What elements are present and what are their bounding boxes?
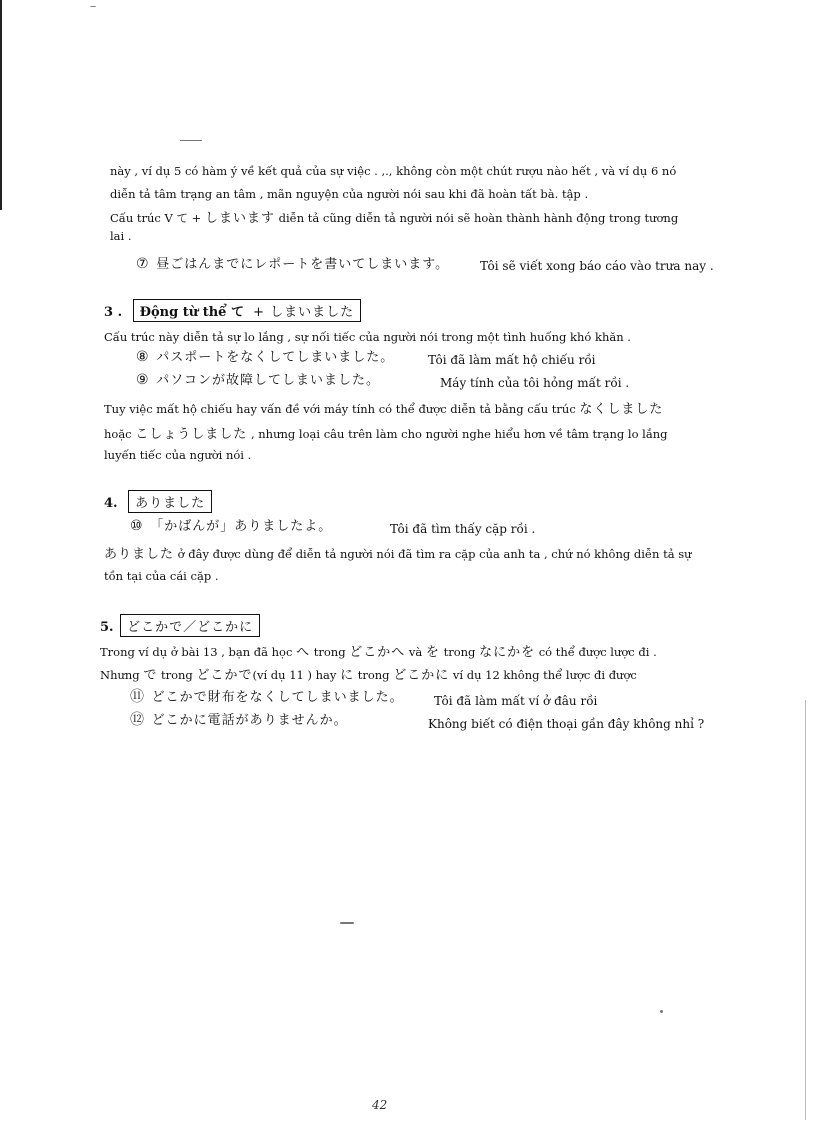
- example-10-translation: Tôi đã tìm thấy cặp rồi .: [390, 522, 536, 536]
- scan-mark: [180, 140, 202, 141]
- section-4-title-box: ありました: [128, 490, 212, 513]
- intro-line-2: diễn tả tâm trạng an tâm , mãn nguyện của người nói sau khi đã hoàn tất bà. tập .: [110, 187, 589, 201]
- example-10: ⑩ 「かばんが」ありましたよ。: [130, 518, 333, 534]
- example-9: ⑨ パソコンが故障してしまいました。: [136, 372, 380, 388]
- example-8-translation: Tôi đã làm mất hộ chiếu rồi: [428, 353, 596, 367]
- section-3-title-box: Động từ thể て + しまいました: [133, 299, 361, 322]
- section-3-note-3: luyến tiếc của người nói .: [104, 448, 252, 462]
- intro-line-4: lai .: [110, 229, 132, 243]
- section-3-heading: 3 . Động từ thể て + しまいました: [104, 299, 361, 322]
- section-5-title-box: どこかで／どこかに: [120, 614, 260, 637]
- example-12: ⑫ どこかに電話がありませんか。: [130, 712, 348, 728]
- section-4-heading: 4. ありました: [104, 490, 212, 513]
- example-9-translation: Máy tính của tôi hỏng mất rồi .: [440, 376, 630, 390]
- section-5-heading: 5. どこかで／どこかに: [100, 614, 260, 637]
- section-5-description-1: Trong ví dụ ở bài 13 , bạn đã học へ trong どこかへ và を trong なにかを có thể được lược đi .: [100, 645, 657, 660]
- section-3-note-2: hoặc こしょうしました , nhưng loại câu trên làm cho người nghe hiểu hơn về tâm trạng lo lắng: [104, 427, 668, 442]
- section-4-description-2: tồn tại của cái cặp .: [104, 569, 219, 583]
- section-3-note-1: Tuy việc mất hộ chiếu hay vấn đề với máy tính có thể được diễn tả bằng cấu trúc なくしました: [104, 402, 664, 417]
- scan-mark: [660, 1010, 663, 1013]
- example-11: ⑪ どこかで財布をなくしてしまいました。: [130, 689, 404, 705]
- intro-line-3: Cấu trúc V て + しまいます diễn tả cũng diễn tả người nói sẽ hoàn thành hành động trong tương: [110, 211, 679, 226]
- section-5-description-2: Nhưng で trong どこかで(ví dụ 11 ) hay に trong どこかに ví dụ 12 không thể lược đi được: [100, 668, 637, 683]
- section-3-description: Cấu trúc này diễn tả sự lo lắng , sự nối tiếc của người nói trong một tình huống khó khăn .: [104, 330, 631, 344]
- example-8: ⑧ パスポートをなくしてしまいました。: [136, 349, 395, 365]
- example-12-translation: Không biết có điện thoại gần đây không nhỉ ?: [428, 717, 705, 731]
- scan-mark: [90, 6, 96, 7]
- example-7-translation: Tôi sẽ viết xong báo cáo vào trưa nay .: [480, 259, 714, 273]
- scan-edge: [0, 0, 2, 210]
- scan-mark: [340, 922, 354, 924]
- intro-line-1: này , ví dụ 5 có hàm ý về kết quả của sự việc . ,., không còn một chút rượu nào hết , và ví dụ 6 nó: [110, 164, 677, 178]
- scan-edge-right: [805, 700, 806, 1120]
- page-number: 42: [372, 1098, 388, 1112]
- example-7: ⑦ 昼ごはんまでにレポートを書いてしまいます。: [136, 256, 450, 272]
- section-4-description-1: ありました ở đây được dùng để diễn tả người nói đã tìm ra cặp của anh ta , chứ nó không diễn tả sự: [104, 547, 692, 562]
- example-11-translation: Tôi đã làm mất ví ở đâu rồi: [434, 694, 598, 708]
